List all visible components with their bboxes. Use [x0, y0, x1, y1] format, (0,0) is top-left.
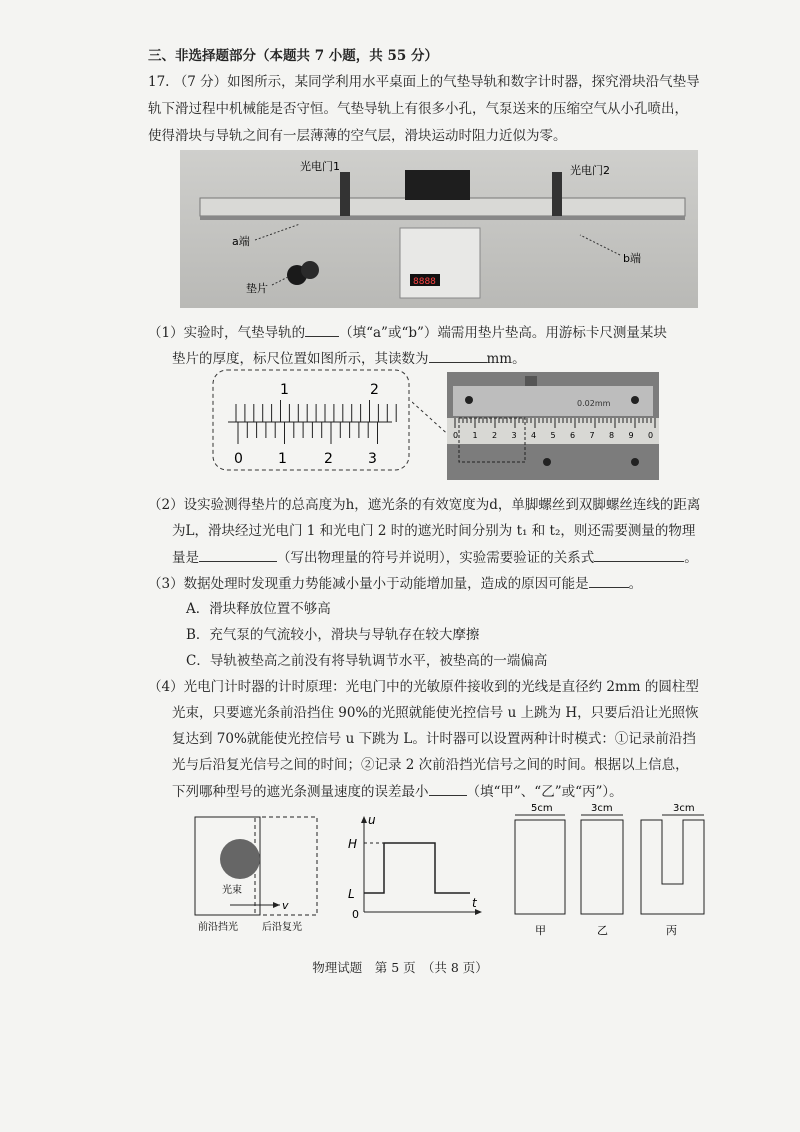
photogate-2: [552, 172, 562, 216]
q17-intro-line-2: 轨下滑过程中机械能是否守恒。气垫导轨上有很多小孔，气泵送来的压缩空气从小孔喷出，: [148, 101, 688, 117]
part1-text-d: mm。: [486, 351, 526, 367]
pad-2: [301, 261, 319, 279]
part3-text-b: 。: [628, 576, 643, 592]
light-beam-circle: [220, 839, 260, 879]
caliper-scale-label: 4: [531, 431, 537, 440]
main-label-2: 2: [370, 382, 379, 398]
L-label: L: [348, 887, 355, 901]
air-track-base: [200, 216, 685, 220]
part2-text-c: 。: [684, 550, 698, 566]
part1-line-1: [148, 322, 667, 343]
caliper-scale-label: 5: [550, 431, 556, 440]
a-end-label: a端: [232, 235, 250, 248]
front-edge-label: 前沿挡光: [198, 922, 238, 933]
timer-box: [400, 228, 480, 298]
q17-intro-line-3: 使得滑块与导轨之间有一层薄薄的空气层，滑块运动时阻力近似为零。: [148, 128, 567, 144]
part2-line-3: [172, 547, 698, 568]
caliper-scale-label: 2: [492, 431, 498, 440]
back-edge-label: 后沿复光: [262, 922, 302, 933]
vernier-label-0: 0: [234, 451, 243, 467]
part1-line-2: [172, 348, 526, 369]
answer-blank-reading[interactable]: [429, 348, 487, 363]
glider: [405, 170, 470, 200]
caliper-scale-label: 8: [609, 431, 615, 440]
caliper-scale-label: 9: [628, 431, 634, 440]
part3-stem: [148, 573, 642, 594]
strip-bing: [641, 820, 704, 914]
part2-line-2: 为L，滑块经过光电门 1 和光电门 2 时的遮光时间分别为 t₁ 和 t₂，则还需要测量的物理: [172, 523, 696, 539]
vernier-label-2: 2: [324, 451, 333, 467]
part4-line-3: 复达到 70%就能使光控信号 u 下跳为 L。计时器可以设置两种计时模式：①记录前沿挡: [172, 731, 696, 747]
apparatus-photo: [180, 150, 698, 308]
t-axis-label: t: [472, 896, 477, 910]
main-label-1: 1: [280, 382, 289, 398]
part4-line-2: 光束，只要遮光条前沿挡住 90%的光照就能使光控信号 u 上跳为 H，只要后沿让光照恢: [172, 705, 699, 721]
part1-text-b: （填“a”或“b”）端需用垫片垫高。用游标卡尺测量某块: [339, 325, 667, 341]
answer-blank-strip[interactable]: [429, 781, 467, 796]
part3-option-a[interactable]: A．滑块释放位置不够高: [186, 601, 331, 617]
strip-yi-width: 3cm: [591, 803, 613, 814]
part1-text-c: 垫片的厚度，标尺位置如图所示，其读数为: [172, 351, 429, 367]
part3-text-a: （3）数据处理时发现重力势能减小量小于动能增加量，造成的原因可能是: [148, 576, 589, 592]
part2-text-a: 量是: [172, 550, 199, 566]
pad-pointer: [272, 277, 288, 285]
signal-waveform: [364, 843, 470, 893]
gate2-label: 光电门2: [570, 164, 610, 177]
caliper-precision-label: 0.02mm: [577, 399, 611, 408]
main-scale-ticks: [236, 400, 396, 422]
strip-jia-width: 5cm: [531, 803, 553, 814]
pad-label: 垫片: [246, 282, 268, 295]
part2-line-1: （2）设实验测得垫片的总高度为h，遮光条的有效宽度为d，单脚螺丝到双脚螺丝连线的距离: [148, 497, 701, 513]
caliper-scale-label: 1: [472, 431, 478, 440]
caliper-scale-label: 3: [511, 431, 517, 440]
strips-figure: [505, 798, 715, 938]
part1-text-a: （1）实验时，气垫导轨的: [148, 325, 306, 341]
part4-text-b: （填“甲”、“乙”或“丙”）。: [466, 784, 623, 800]
part2-text-b: （写出物理量的符号并说明），实验需要验证的关系式: [277, 550, 595, 566]
strip-jia-name: 甲: [535, 924, 546, 937]
answer-blank-end[interactable]: [305, 322, 339, 337]
caliper-scale-label: 6: [570, 431, 576, 440]
vernier-label-3: 3: [368, 451, 377, 467]
air-track: [200, 198, 685, 216]
part4-line-4: 光与后沿复光信号之间的时间；②记录 2 次前沿挡光信号之间的时间。根据以上信息，: [172, 757, 689, 773]
u-axis-label: u: [368, 813, 376, 827]
beam-figure: [190, 812, 330, 937]
caliper-thumbscrew: [525, 376, 537, 386]
answer-blank-quantity[interactable]: [199, 547, 277, 562]
a-end-pointer: [255, 224, 300, 240]
answer-blank-reason[interactable]: [589, 573, 629, 588]
H-label: H: [348, 837, 358, 851]
part3-option-c[interactable]: C．导轨被垫高之前没有将导轨调节水平，被垫高的一端偏高: [186, 653, 548, 669]
part3-option-b[interactable]: B．充气泵的气流较小，滑块与导轨存在较大摩擦: [186, 627, 480, 643]
gate1-label: 光电门1: [300, 160, 340, 173]
vernier-label-1: 1: [278, 451, 287, 467]
b-end-pointer: [580, 235, 620, 255]
timer-display-text: 8888: [413, 277, 436, 287]
strip-jia: [515, 820, 565, 914]
part4-text-a: 下列哪种型号的遮光条测量速度的误差最小: [172, 784, 429, 800]
caliper-photo: [447, 372, 659, 480]
part4-line-1: （4）光电门计时器的计时原理：光电门中的光敏原件接收到的光线是直径约 2mm 的圆柱型: [148, 679, 699, 695]
apparatus-drawing: [180, 150, 698, 308]
beam-label: 光束: [222, 885, 242, 896]
strip-yi-name: 乙: [597, 924, 608, 937]
photogate-1: [340, 172, 350, 216]
strip-bing-name: 丙: [666, 924, 677, 937]
strip-bing-width: 3cm: [673, 803, 695, 814]
section-header: 三、非选择题部分（本题共 7 小题，共 55 分）: [148, 48, 438, 64]
b-end-label: b端: [623, 252, 641, 265]
velocity-label: v: [282, 899, 289, 912]
answer-blank-relation[interactable]: [594, 547, 684, 562]
caliper-scale-label: 7: [589, 431, 595, 440]
page-footer: 物理试题 第 5 页 （共 8 页）: [312, 960, 488, 975]
strip-yi: [581, 820, 623, 914]
caliper-scale-label: 0: [453, 431, 459, 440]
origin-label: 0: [352, 908, 359, 921]
signal-figure: [340, 812, 490, 922]
vernier-scale-ticks: [238, 422, 378, 444]
q17-intro-line-1: 17. （7 分）如图所示，某同学利用水平桌面上的气垫导轨和数字计时器，探究滑块沿气垫导: [148, 74, 700, 90]
caliper-slider: [453, 386, 653, 416]
caliper-scale-label: 0: [648, 431, 654, 440]
vernier-diagram: [212, 368, 412, 474]
